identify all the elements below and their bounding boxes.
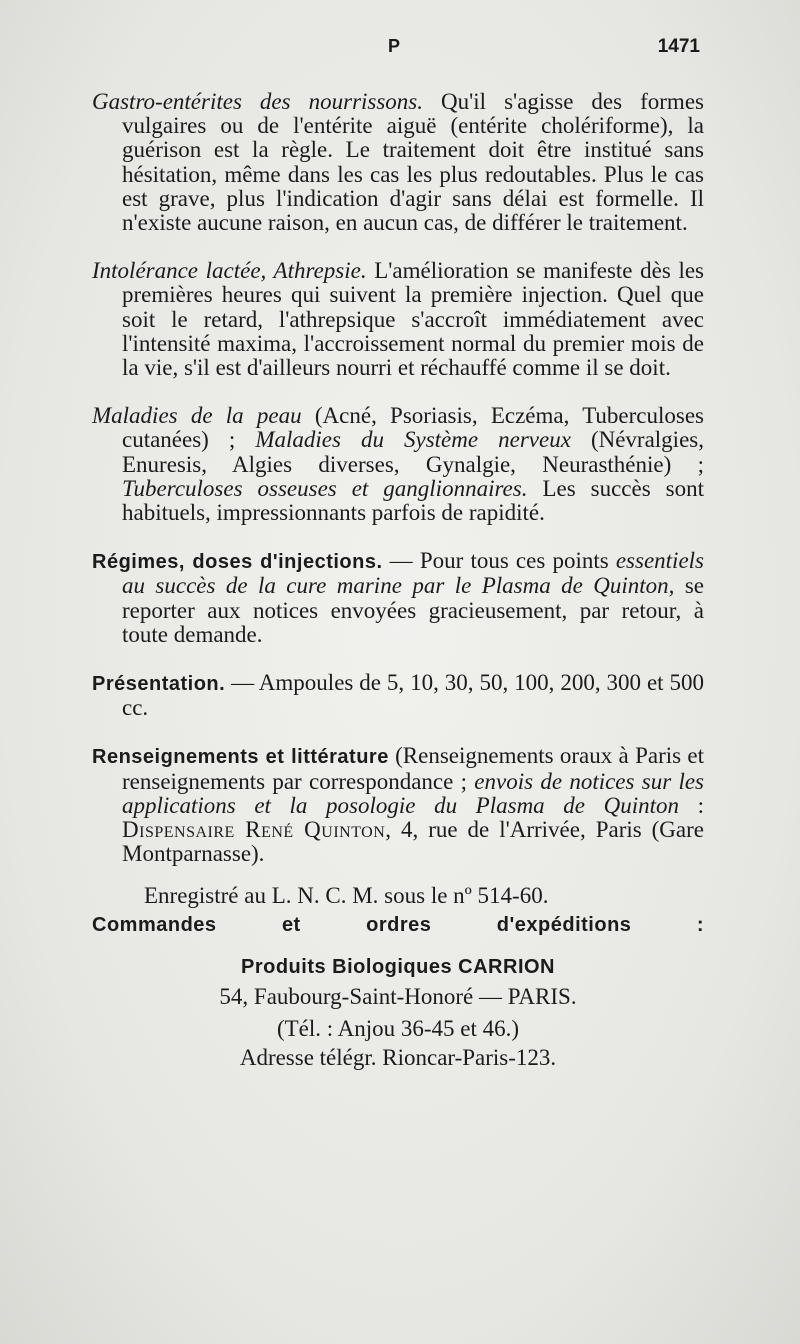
paragraph-gastro-enterites [92,90,704,235]
tuberculoses-title: Tuberculoses osseuses et ganglionnaires. [122,475,528,501]
company-phone: (Tél. : Anjou 36-45 et 46.) [276,1016,520,1042]
regimes-text-1: — Pour tous ces points [382,548,616,574]
section-letter: P [388,36,401,56]
page-body [92,90,704,1070]
orders-heading [92,913,704,937]
intolerance-text: L'amélioration se manifeste dès les premières heures qui suivent la première injection. Quel que soit le retard, l'athrepsique s'accroît immédiatement avec l'intensité maxima, l'accroissement normal du premier mois de la vie, s'il est d'ailleurs nourri et réchauffé comme il se doit. [122,258,704,381]
company-name: Produits Biologiques CARRION [241,955,555,978]
renseignements-text-1: (Renseignements oraux à Paris et renseignements par correspondance ; [122,743,704,794]
regimes-italic: essentiels au succès de la cure marine par le Plasma de Quinton, [122,548,704,599]
intolerance-title: Intolérance lactée, Athrepsie. [92,258,367,284]
orders-word: et [281,913,301,936]
maladies-peau-text: (Acné, Psoriasis, Eczéma, Tuberculoses cutanées) ; [122,403,705,453]
regimes-title: Régimes, doses d'injections. [92,551,383,574]
orders-word: Commandes [92,913,217,936]
orders-word: ordres [366,913,432,936]
maladies-nerveux-title: Maladies du Système nerveux [255,427,571,453]
page-number: 1471 [657,36,700,57]
orders-word: : [696,913,704,936]
company-address: 54, Faubourg-Saint-Honoré — PARIS. [219,984,577,1010]
paragraph-renseignements [92,744,704,866]
company-telegraph: Adresse télégr. Rioncar-Paris-123. [239,1044,557,1070]
tuberculoses-text: Les succès sont habituels, impressionnants parfois de rapidité. [122,475,704,526]
maladies-peau-title: Maladies de la peau [92,403,302,429]
paragraph-regimes [92,549,704,647]
gastro-title: Gastro-entérites des nourrissons. [92,89,424,114]
dispensaire-name: Dispensaire René Quinton [122,817,386,843]
presentation-title: Présentation. [92,673,226,696]
renseignements-text-2: : [679,792,704,818]
gastro-text: Qu'il s'agisse des formes vulgaires ou de l'entérite aiguë (entérite cholériforme), la guérison est la règle. Le traitement doit être institué sans hésitation, même dans les cas les plus redoutables. Plus le cas est grave, plus l'indication d'agir sans délai est formelle. Il n'existe aucune raison, en aucun cas, de différer le traitement. [122,89,704,236]
registration-line: Enregistré au L. N. C. M. sous le nº 514-60. [144,883,549,909]
orders-word: d'expéditions [496,913,632,936]
paragraph-maladies [92,404,704,525]
renseignements-italic: envois de notices sur les applications et la posologie du Plasma de Quinton [122,768,704,818]
paragraph-presentation [92,671,704,720]
presentation-text: — Ampoules de 5, 10, 30, 50, 100, 200, 300 et 500 cc. [122,670,704,721]
renseignements-text-3: , 4, rue de l'Arrivée, Paris (Gare Montparnasse). [122,817,704,867]
page-header [0,34,800,70]
maladies-nerveux-text: (Névralgies, Enuresis, Algies diverses, Gynalgie, Neurasthénie) ; [122,427,704,477]
regimes-text-2: se reporter aux notices envoyées gracieusement, par retour, à toute demande. [122,573,704,647]
paragraph-intolerance [92,259,704,380]
renseignements-title: Renseignements et littérature [92,746,389,769]
